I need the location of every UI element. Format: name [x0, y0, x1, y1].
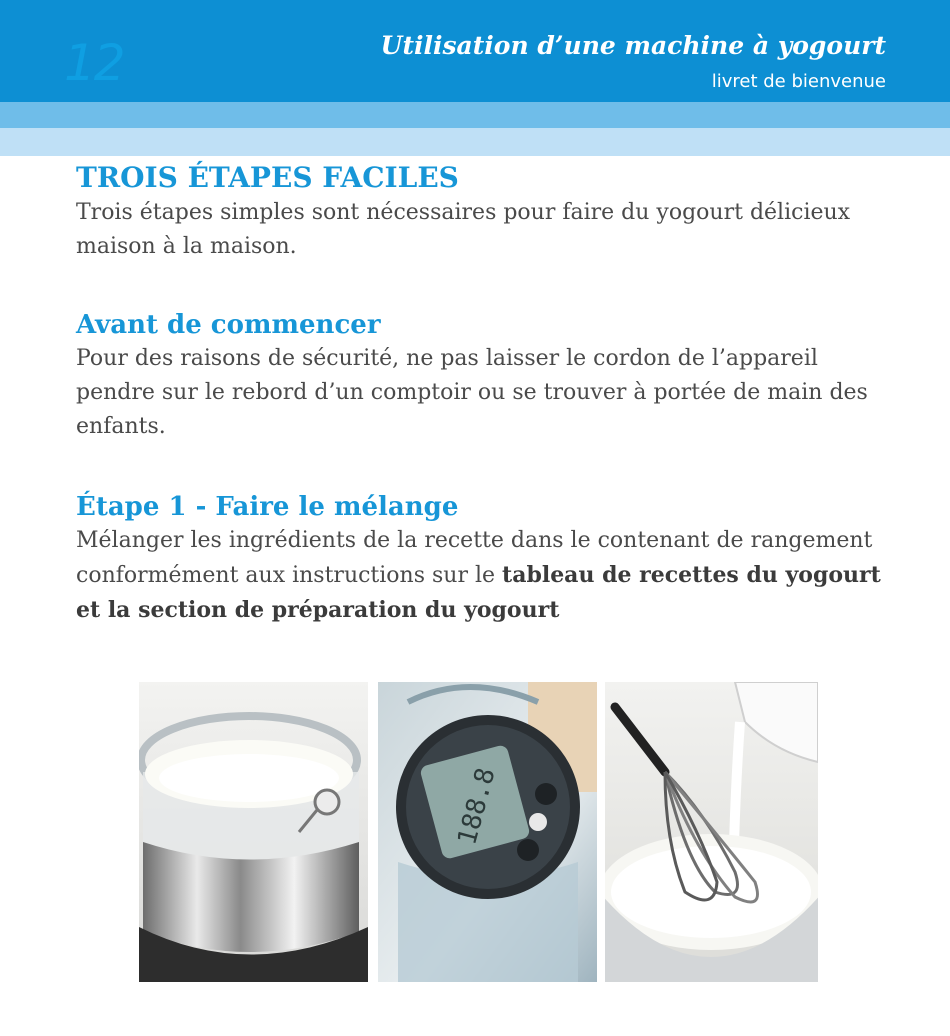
page-number: 12	[64, 34, 124, 92]
header-title: Utilisation d’une machine à yogourt	[380, 31, 886, 60]
photo-milk-pot	[139, 682, 368, 982]
section-three-steps	[76, 160, 896, 264]
section-text-bold: tableau de recettes du yogourt et la section de préparation du yogourt	[76, 562, 881, 623]
whisk-bowl-image	[605, 682, 818, 982]
section-heading: TROIS ÉTAPES FACILES	[76, 161, 459, 194]
section-text	[76, 524, 896, 628]
thermometer-image	[378, 682, 597, 982]
photo-thermometer	[378, 682, 597, 982]
thermometer-display: 188.8	[452, 764, 502, 849]
milk-pot-image	[139, 682, 368, 982]
header-subtitle: livret de bienvenue	[711, 71, 886, 92]
section-heading: Étape 1 - Faire le mélange	[76, 492, 459, 522]
section-step-1	[76, 490, 896, 628]
header-stripe-mid	[0, 102, 950, 128]
section-before-starting	[76, 308, 896, 444]
photo-whisk-bowl	[605, 682, 818, 982]
section-heading: Avant de commencer	[76, 310, 381, 340]
header-stripe-light	[0, 128, 950, 156]
section-text: Trois étapes simples sont nécessaires pour faire du yogourt délicieux maison à la maison.	[76, 200, 851, 259]
section-text: Pour des raisons de sécurité, ne pas laisser le cordon de l’appareil pendre sur le rebord d’un comptoir ou se trouver à portée de main des enfants.	[76, 346, 868, 439]
section-text-regular: Mélanger les ingrédients de la recette dans le contenant de rangement conformément aux instructions sur le	[76, 528, 873, 588]
